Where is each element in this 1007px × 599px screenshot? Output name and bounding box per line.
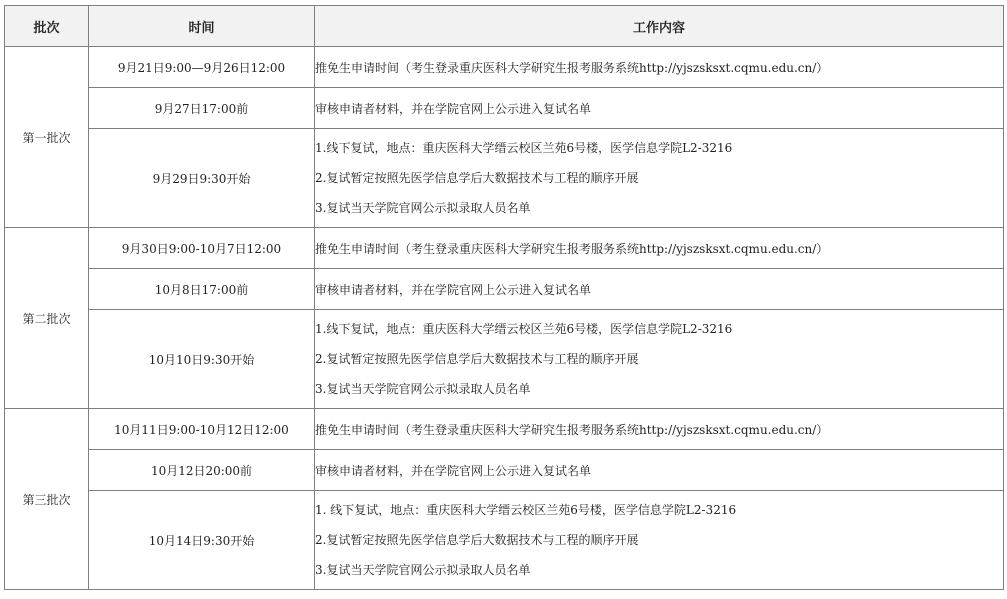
time-cell: 9月29日9:30开始 xyxy=(89,129,315,228)
content-text: 审核申请者材料，并在学院官网上公示进入复试名单 xyxy=(315,463,592,478)
content-text: 推免生申请时间（考生登录重庆医科大学研究生报考服务系统http://yjszsksxt.cqmu.edu.cn/） xyxy=(315,422,829,437)
content-text: 推免生申请时间（考生登录重庆医科大学研究生报考服务系统http://yjszsksxt.cqmu.edu.cn/） xyxy=(315,241,829,256)
batch-name: 第一批次 xyxy=(5,47,89,228)
content-cell xyxy=(315,228,1004,269)
content-line: 3.复试当天学院官网公示拟录取人员名单 xyxy=(315,563,531,577)
time-cell: 10月12日20:00前 xyxy=(89,450,315,491)
table-row xyxy=(5,129,1004,228)
table-row xyxy=(5,409,1004,450)
table-row xyxy=(5,310,1004,409)
content-line: 2.复试暂定按照先医学信息学后大数据技术与工程的顺序开展 xyxy=(315,171,639,185)
time-cell: 10月11日9:00-10月12日12:00 xyxy=(89,409,315,450)
table-row xyxy=(5,47,1004,88)
batch-name: 第二批次 xyxy=(5,228,89,409)
content-line: 2.复试暂定按照先医学信息学后大数据技术与工程的顺序开展 xyxy=(315,533,639,547)
batch-name: 第三批次 xyxy=(5,409,89,590)
table-row xyxy=(5,491,1004,590)
content-line: 1. 线下复试，地点：重庆医科大学缙云校区兰苑6号楼，医学信息学院L2-3216 xyxy=(315,503,737,517)
time-cell: 9月21日9:00—9月26日12:00 xyxy=(89,47,315,88)
content-cell xyxy=(315,409,1004,450)
content-cell xyxy=(315,129,1004,228)
content-text: 推免生申请时间（考生登录重庆医科大学研究生报考服务系统http://yjszsksxt.cqmu.edu.cn/） xyxy=(315,60,829,75)
table-row xyxy=(5,228,1004,269)
header-row xyxy=(5,6,1004,47)
content-text: 审核申请者材料，并在学院官网上公示进入复试名单 xyxy=(315,101,592,116)
time-cell: 10月10日9:30开始 xyxy=(89,310,315,409)
time-cell: 9月27日17:00前 xyxy=(89,88,315,129)
time-cell: 9月30日9:00-10月7日12:00 xyxy=(89,228,315,269)
content-text: 审核申请者材料，并在学院官网上公示进入复试名单 xyxy=(315,282,592,297)
content-cell xyxy=(315,450,1004,491)
time-cell: 10月14日9:30开始 xyxy=(89,491,315,590)
table-row xyxy=(5,269,1004,310)
header-content: 工作内容 xyxy=(315,6,1004,47)
table-row xyxy=(5,450,1004,491)
content-cell xyxy=(315,491,1004,590)
content-line: 1.线下复试，地点：重庆医科大学缙云校区兰苑6号楼，医学信息学院L2-3216 xyxy=(315,141,733,155)
content-line: 2.复试暂定按照先医学信息学后大数据技术与工程的顺序开展 xyxy=(315,352,639,366)
header-time: 时间 xyxy=(89,6,315,47)
header-batch: 批次 xyxy=(5,6,89,47)
content-cell xyxy=(315,88,1004,129)
content-cell xyxy=(315,310,1004,409)
table-row xyxy=(5,88,1004,129)
content-line: 3.复试当天学院官网公示拟录取人员名单 xyxy=(315,382,531,396)
content-line: 3.复试当天学院官网公示拟录取人员名单 xyxy=(315,201,531,215)
schedule-table xyxy=(4,5,1004,590)
content-line: 1.线下复试，地点：重庆医科大学缙云校区兰苑6号楼，医学信息学院L2-3216 xyxy=(315,322,733,336)
content-cell xyxy=(315,269,1004,310)
time-cell: 10月8日17:00前 xyxy=(89,269,315,310)
content-cell xyxy=(315,47,1004,88)
